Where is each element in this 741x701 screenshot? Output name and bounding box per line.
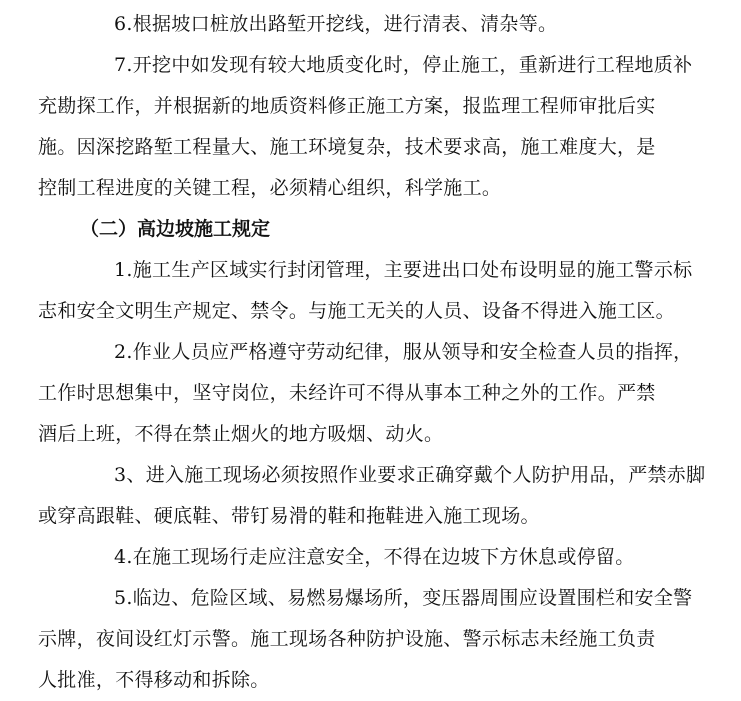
paragraph-line: 3、进入施工现场必须按照作业要求正确穿戴个人防护用品，严禁赤脚 bbox=[114, 464, 706, 486]
paragraph-line: 7.开挖中如发现有较大地质变化时，停止施工，重新进行工程地质补 bbox=[114, 54, 693, 76]
paragraph-line: 1.施工生产区域实行封闭管理，主要进出口处布设明显的施工警示标 bbox=[114, 259, 693, 281]
paragraph-line: 工作时思想集中，坚守岗位，未经许可不得从事本工种之外的工作。严禁 bbox=[38, 382, 656, 404]
paragraph-line: 人批准，不得移动和拆除。 bbox=[38, 669, 270, 691]
rule-3 bbox=[38, 455, 706, 537]
section-heading: （二）高边坡施工规定 bbox=[80, 218, 271, 240]
paragraph-line: 志和安全文明生产规定、禁令。与施工无关的人员、设备不得进入施工区。 bbox=[38, 300, 675, 322]
paragraph-line: 施。因深挖路堑工程量大、施工环境复杂，技术要求高，施工难度大，是 bbox=[38, 136, 656, 158]
paragraph-line: 5.临边、危险区域、易燃易爆场所，变压器周围应设置围栏和安全警 bbox=[114, 587, 693, 609]
paragraph-line: 或穿高跟鞋、硬底鞋、带钉易滑的鞋和拖鞋进入施工现场。 bbox=[38, 505, 540, 527]
rule-2 bbox=[38, 332, 693, 455]
rule-5 bbox=[38, 578, 693, 701]
paragraph-line: 2.作业人员应严格遵守劳动纪律，服从领导和安全检查人员的指挥， bbox=[114, 341, 693, 363]
rule-4 bbox=[76, 537, 685, 578]
paragraph-line: 6.根据坡口桩放出路堑开挖线，进行清表、清杂等。 bbox=[114, 13, 558, 35]
paragraph-line: 酒后上班，不得在禁止烟火的地方吸烟、动火。 bbox=[38, 423, 444, 445]
paragraph-line: 充勘探工作，并根据新的地质资料修正施工方案，报监理工程师审批后实 bbox=[38, 95, 656, 117]
paragraph-6 bbox=[76, 4, 685, 45]
paragraph-line: 控制工程进度的关键工程，必须精心组织，科学施工。 bbox=[38, 177, 502, 199]
paragraph-line: 示牌，夜间设红灯示警。施工现场各种防护设施、警示标志未经施工负责 bbox=[38, 628, 656, 650]
paragraph-7 bbox=[38, 45, 693, 209]
rule-1 bbox=[38, 250, 693, 332]
paragraph-line: 4.在施工现场行走应注意安全，不得在边坡下方休息或停留。 bbox=[114, 546, 635, 568]
